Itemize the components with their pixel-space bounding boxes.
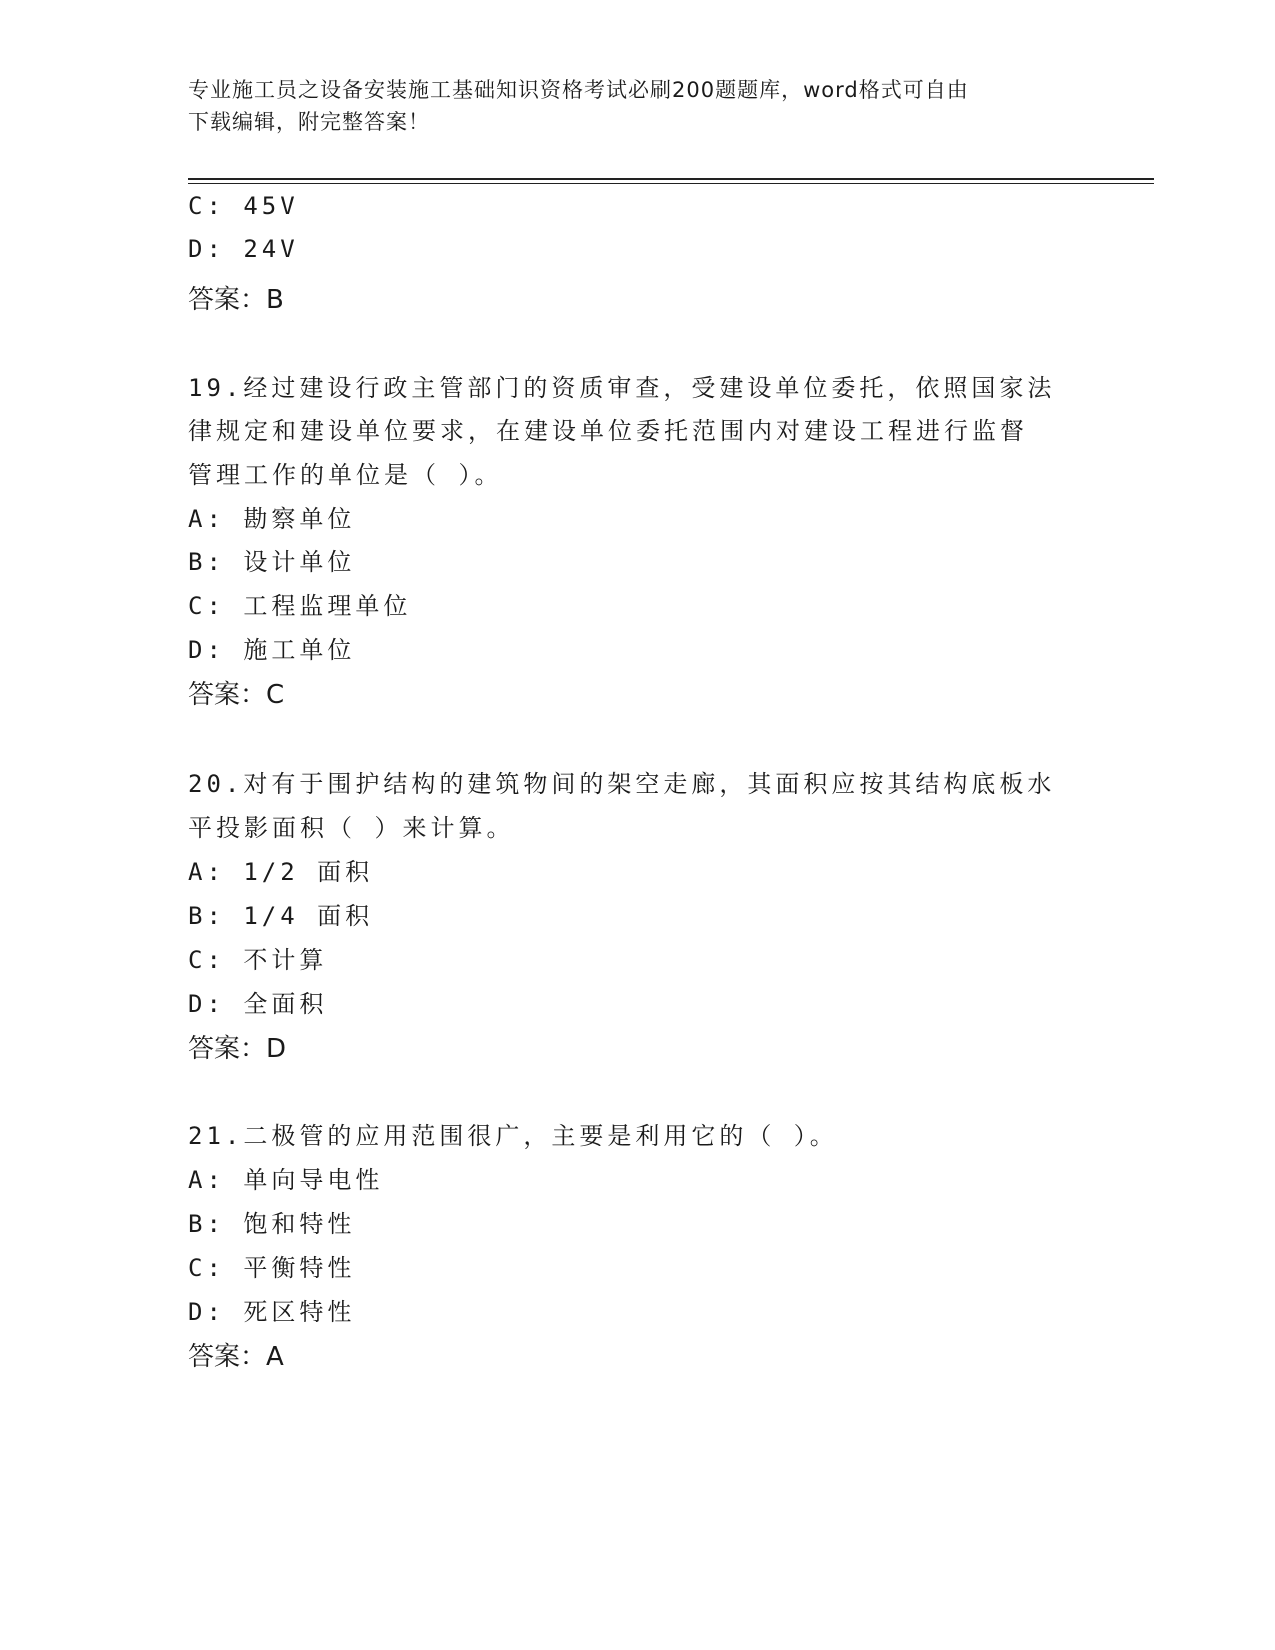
header-title-line-2: 下载编辑，附完整答案！ — [188, 110, 430, 134]
q20-option-a: A: 1/2 面积 — [188, 858, 374, 886]
prev-answer: 答案：B — [188, 285, 284, 315]
q19-answer: 答案：C — [188, 680, 285, 710]
q21-option-d: D: 死区特性 — [188, 1298, 356, 1326]
prev-option-c: C: 45V — [188, 192, 299, 220]
q21-option-a: A: 单向导电性 — [188, 1166, 384, 1194]
q19-option-b: B: 设计单位 — [188, 548, 356, 576]
q20-text-line-2: 平投影面积（ ）来计算。 — [188, 814, 515, 842]
page-header — [188, 74, 1068, 138]
q21-option-b: B: 饱和特性 — [188, 1210, 356, 1238]
header-rule-thick — [188, 178, 1154, 180]
header-rule-thin — [188, 183, 1154, 184]
q19-text-line-2: 律规定和建设单位要求，在建设单位委托范围内对建设工程进行监督 — [188, 417, 1028, 445]
q19-text-line-3: 管理工作的单位是（ ）。 — [188, 461, 503, 489]
q20-option-b: B: 1/4 面积 — [188, 902, 374, 930]
q21-answer: 答案：A — [188, 1342, 284, 1372]
q20-option-c: C: 不计算 — [188, 946, 328, 974]
prev-option-d: D: 24V — [188, 235, 299, 263]
q19-option-a: A: 勘察单位 — [188, 505, 356, 533]
q20-text-line-1: 20.对有于围护结构的建筑物间的架空走廊，其面积应按其结构底板水 — [188, 770, 1056, 798]
header-title-line-1: 专业施工员之设备安装施工基础知识资格考试必刷200题题库，word格式可自由 — [188, 78, 969, 102]
q19-option-c: C: 工程监理单位 — [188, 592, 412, 620]
q20-option-d: D: 全面积 — [188, 990, 328, 1018]
q21-text-line-1: 21.二极管的应用范围很广，主要是利用它的（ ）。 — [188, 1122, 838, 1150]
q19-option-d: D: 施工单位 — [188, 636, 356, 664]
q20-answer: 答案：D — [188, 1034, 287, 1064]
q21-option-c: C: 平衡特性 — [188, 1254, 356, 1282]
q19-text-line-1: 19.经过建设行政主管部门的资质审查，受建设单位委托，依照国家法 — [188, 374, 1056, 402]
